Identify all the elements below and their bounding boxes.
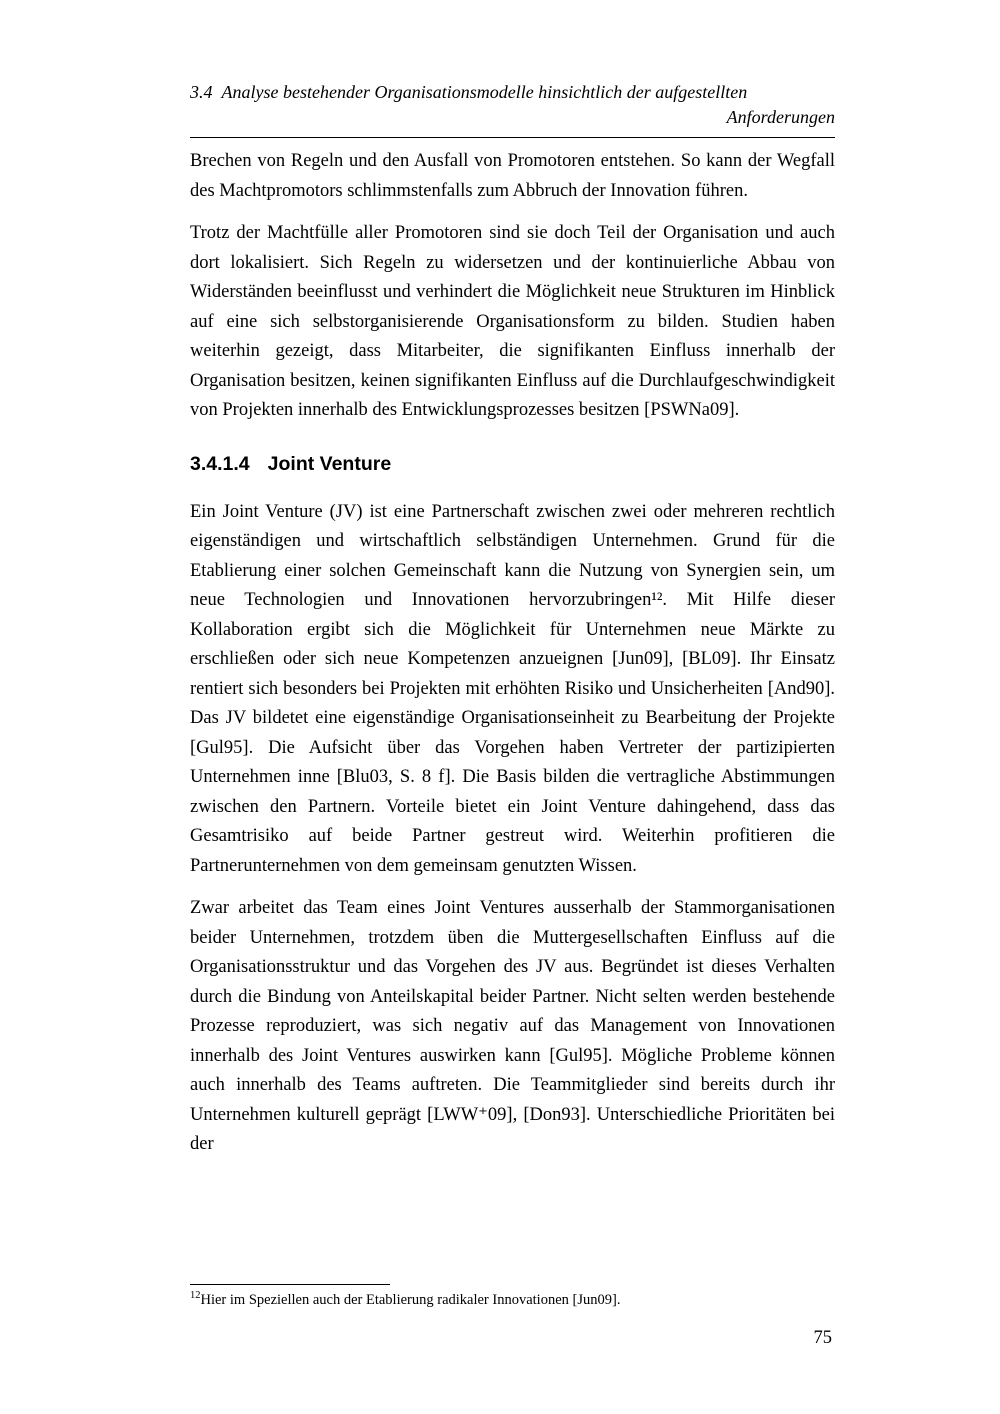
running-header xyxy=(190,80,835,138)
paragraph-joint-venture-definition: Ein Joint Venture (JV) ist eine Partnerschaft zwischen zwei oder mehreren rechtlich eigenständigen und wirtschaftlich selbständigen Unternehmen. Grund für die Etablierung einer solchen Gemeinschaft kann die Nutzung von Synergien sein, um neue Technologien und Innovationen hervorzubringen¹². Mit Hilfe dieser Kollaboration ergibt sich die Möglichkeit für Unternehmen neue Märkte zu erschließen oder sich neue Kompetenzen anzueignen [Jun09], [BL09]. Ihr Einsatz rentiert sich besonders bei Projekten mit erhöhten Risiko und Unsicherheiten [And90]. Das JV bildetet eine eigenständige Organisationseinheit zu Bearbeitung der Projekte [Gul95]. Die Aufsicht über das Vorgehen haben Vertreter der partizipierten Unternehmen inne [Blu03, S. 8 f]. Die Basis bilden die vertragliche Abstimmungen zwischen den Partnern. Vorteile bietet ein Joint Venture dahingehend, dass das Gesamtrisiko auf beide Partner gestreut wird. Weiterhin profitieren die Partnerunternehmen von dem gemeinsam genutzten Wissen. xyxy=(190,501,835,876)
footnote xyxy=(190,1291,835,1310)
footnote-marker: 12 xyxy=(190,1290,201,1302)
section-heading-joint-venture xyxy=(190,452,835,476)
page-number: 75 xyxy=(813,1328,832,1348)
body-text xyxy=(190,147,835,1160)
paragraph-joint-venture-team: Zwar arbeitet das Team eines Joint Ventures ausserhalb der Stammorganisationen beider Unternehmen, trotzdem üben die Muttergesellschaften Einfluss auf die Organisationsstruktur und das Vorgehen des JV aus. Begründet ist dieses Verhalten durch die Bindung von Anteilskapital beider Partner. Nicht selten werden bestehende Prozesse reproduziert, was sich negativ auf das Management von Innovationen innerhalb des Joint Ventures auswirken kann [Gul95]. Mögliche Probleme können auch innerhalb des Teams auftreten. Die Teammitglieder sind bereits durch ihr Unternehmen kulturell geprägt [LWW⁺09], [Don93]. Unterschiedliche Prioritäten bei der xyxy=(190,898,835,1154)
paragraph-machtfuelle: Trotz der Machtfülle aller Promotoren sind sie doch Teil der Organisation und auch dort lokalisiert. Sich Regeln zu widersetzen und der kontinuierliche Abbau von Widerständen beeinflusst und verhindert die Möglichkeit neue Strukturen im Hinblick auf eine sich selbstorganisierende Organisationsform zu bilden. Studien haben weiterhin gezeigt, dass Mitarbeiter, die signifikanten Einfluss innerhalb der Organisation besitzen, keinen signifikanten Einfluss auf die Durchlaufgeschwindigkeit von Projekten innerhalb des Entwicklungsprozesses besitzen [PSWNa09]. xyxy=(190,223,835,420)
paragraph-promotoren-ausfall: Brechen von Regeln und den Ausfall von Promotoren entstehen. So kann der Wegfall des Machtpromotors schlimmstenfalls zum Abbruch der Innovation führen. xyxy=(190,151,835,201)
section-title: Joint Venture xyxy=(267,452,392,475)
footnote-body: Hier im Speziellen auch der Etablierung radikaler Innovationen [Jun09]. xyxy=(200,1292,621,1308)
footnote-rule xyxy=(190,1284,390,1285)
footnote-area xyxy=(190,1284,835,1310)
section-number: 3.4.1.4 xyxy=(190,452,250,475)
header-rule xyxy=(190,137,835,138)
running-header-line2: Anforderungen xyxy=(726,107,835,127)
running-header-line1: 3.4 Analyse bestehender Organisationsmodelle hinsichtlich der aufgestellten xyxy=(190,82,748,102)
